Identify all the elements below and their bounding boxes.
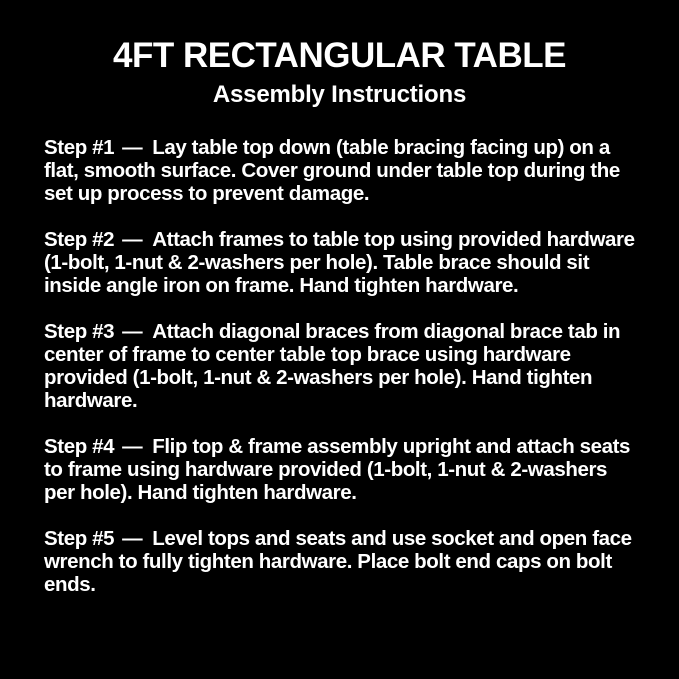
step-2-paragraph <box>44 228 643 297</box>
step-4-label: Step #4 <box>44 435 115 459</box>
step-1-separator: — <box>122 136 143 160</box>
page-title: 4FT RECTANGULAR TABLE <box>113 36 566 75</box>
step-2-text: Attach frames to table top using provided hardware (1-bolt, 1-nut & 2-washers per hole). Table brace should sit inside angle iron on frame. Hand tighten hardware. <box>44 228 635 298</box>
step-1-paragraph <box>44 136 643 205</box>
step-2-label: Step #2 <box>44 228 115 252</box>
step-5-separator: — <box>122 527 143 551</box>
step-1-text: Lay table top down (table bracing facing up) on a flat, smooth surface. Cover ground under table top during the set up process to prevent damage. <box>44 136 620 206</box>
step-1-label: Step #1 <box>44 136 115 160</box>
step-3-text: Attach diagonal braces from diagonal brace tab in center of frame to center table top brace using hardware provided (1-bolt, 1-nut & 2-washers per hole). Hand tighten hardware. <box>44 320 621 413</box>
step-2-separator: — <box>122 228 143 252</box>
step-3-paragraph <box>44 320 643 412</box>
step-3-label: Step #3 <box>44 320 115 344</box>
step-5-text: Level tops and seats and use socket and open face wrench to fully tighten hardware. Place bolt end caps on bolt ends. <box>44 527 632 597</box>
step-4-separator: — <box>122 435 143 459</box>
step-5-paragraph <box>44 527 643 596</box>
step-5-label: Step #5 <box>44 527 115 551</box>
steps-list <box>0 109 679 596</box>
step-3-separator: — <box>122 320 143 344</box>
step-4-text: Flip top & frame assembly upright and attach seats to frame using hardware provided (1-bolt, 1-nut & 2-washers per hole). Hand tighten hardware. <box>44 435 631 505</box>
page-subtitle: Assembly Instructions <box>212 81 467 109</box>
step-4-paragraph <box>44 435 643 504</box>
